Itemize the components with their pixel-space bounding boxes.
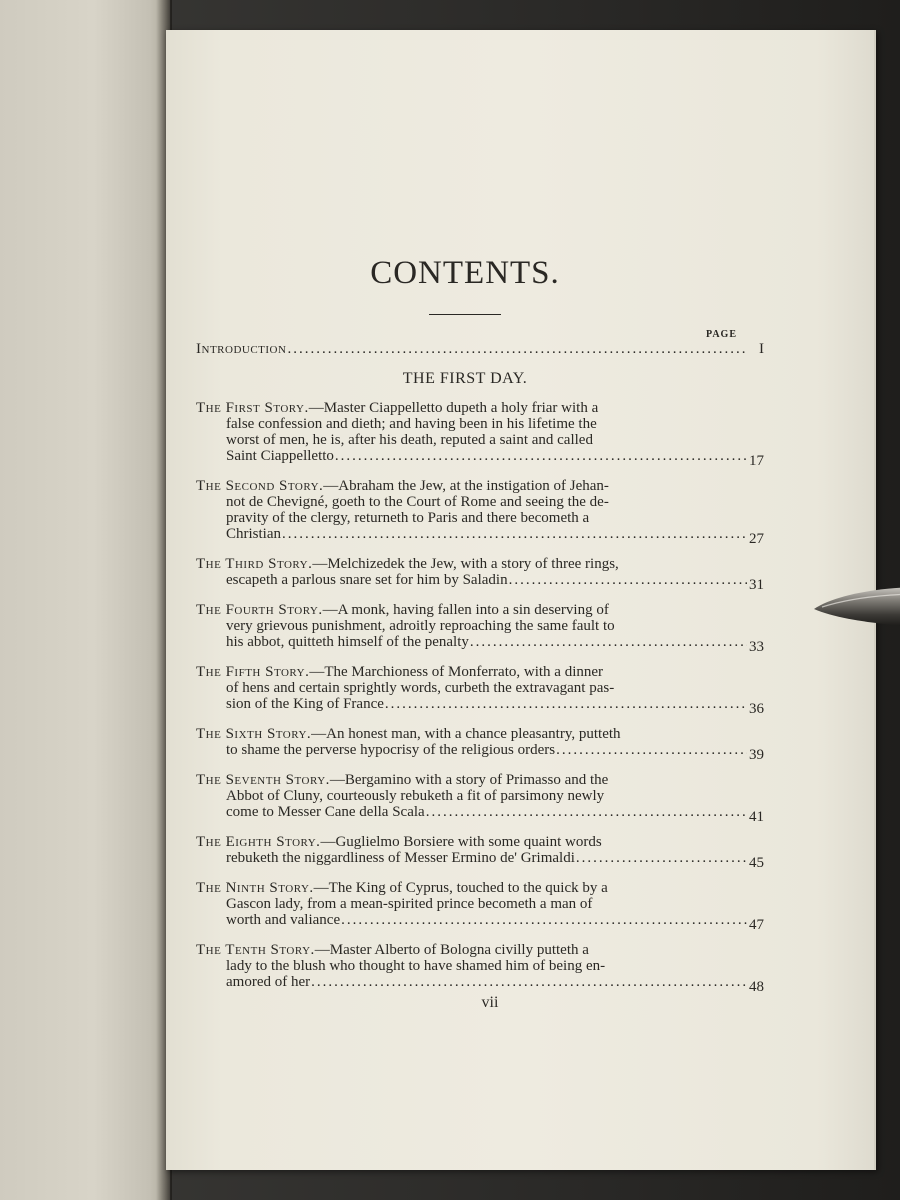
story-entry [196, 880, 764, 933]
story-text: —Abraham the Jew, at the instigation of Jehan- [323, 478, 609, 494]
dot-leader [287, 341, 745, 357]
page-number: 36 [749, 701, 764, 717]
story-line [196, 958, 734, 974]
story-text: lady to the blush who thought to have shamed him of being en- [226, 958, 606, 974]
story-line [196, 618, 734, 634]
story-text: false confession and dieth; and having been in his lifetime the [226, 416, 597, 432]
story-line [196, 788, 734, 804]
page-number: 41 [749, 809, 764, 825]
story-text: worth and valiance [226, 912, 341, 928]
story-text: —The Marchioness of Monferrato, with a dinner [309, 664, 604, 680]
story-text: his abbot, quitteth himself of the penalty [226, 634, 469, 650]
page-column-label: PAGE [705, 329, 737, 340]
story-last-line [196, 526, 764, 547]
dot-leader [335, 448, 747, 464]
page-number: 17 [749, 453, 764, 469]
story-last-line [196, 912, 764, 933]
story-text: rebuketh the niggardliness of Messer Ermino de' Grimaldi [226, 850, 575, 866]
story-line [196, 478, 734, 494]
story-text: worst of men, he is, after his death, reputed a saint and called [226, 432, 593, 448]
story-text: escapeth a parlous snare set for him by Saladin [226, 572, 508, 588]
story-label: The Fourth Story. [196, 602, 323, 618]
story-text: —Master Ciappelletto dupeth a holy friar with a [308, 400, 599, 416]
page-number: 39 [749, 747, 764, 763]
page-number: 33 [749, 639, 764, 655]
story-text: come to Messer Cane della Scala [226, 804, 425, 820]
story-text: —Bergamino with a story of Primasso and the [329, 772, 609, 788]
story-line [196, 942, 734, 958]
story-entry [196, 726, 764, 763]
story-entry [196, 942, 764, 995]
story-line [196, 726, 734, 742]
dot-leader [576, 850, 747, 866]
story-entry [196, 478, 764, 547]
story-label: The Tenth Story. [196, 942, 315, 958]
story-label: The Third Story. [196, 556, 313, 572]
dot-leader [282, 526, 746, 542]
story-line [196, 880, 734, 896]
left-blank-page [0, 0, 170, 1200]
story-line [196, 772, 734, 788]
page-number: 31 [749, 577, 764, 593]
story-last-line [196, 850, 764, 871]
folio-number: vii [481, 994, 499, 1011]
story-label: The First Story. [196, 400, 309, 416]
story-line [196, 556, 734, 572]
contents-page [166, 30, 876, 1170]
story-text: Gascon lady, from a mean-spirited prince becometh a man of [226, 896, 593, 912]
story-text: —Melchizedek the Jew, with a story of three rings, [312, 556, 619, 572]
story-last-line [196, 448, 764, 469]
story-label: The Sixth Story. [196, 726, 312, 742]
story-line [196, 602, 734, 618]
dot-leader [509, 572, 747, 588]
dot-leader [556, 742, 747, 758]
story-line [196, 510, 734, 526]
story-last-line [196, 742, 764, 763]
story-line [196, 494, 734, 510]
story-text: Saint Ciappelletto [226, 448, 334, 464]
story-last-line [196, 974, 764, 995]
story-text: Abbot of Cluny, courteously rebuketh a fit of parsimony newly [226, 788, 605, 804]
page-title: CONTENTS. [370, 255, 560, 291]
story-entry [196, 602, 764, 655]
story-line [196, 834, 734, 850]
story-text: to shame the perverse hypocrisy of the religious orders [226, 742, 556, 758]
story-text: Christian [226, 526, 281, 542]
story-last-line [196, 572, 764, 593]
page-number: 45 [749, 855, 764, 871]
story-last-line [196, 804, 764, 825]
story-text: of hens and certain sprightly words, curbeth the extravagant pas- [226, 680, 615, 696]
story-line [196, 432, 734, 448]
story-entry [196, 556, 764, 593]
dot-leader [470, 634, 747, 650]
story-line [196, 400, 734, 416]
contents-text-block [196, 255, 764, 1012]
page-number: 48 [749, 979, 764, 995]
story-text: amored of her [226, 974, 311, 990]
dot-leader [311, 974, 747, 990]
story-line [196, 416, 734, 432]
story-label: The Eighth Story. [196, 834, 321, 850]
story-label: The Second Story. [196, 478, 324, 494]
pen-pointer [812, 583, 900, 633]
story-label: The Fifth Story. [196, 664, 310, 680]
story-text: not de Chevigné, goeth to the Court of Rome and seeing the de- [226, 494, 609, 510]
story-entry [196, 772, 764, 825]
story-text: pravity of the clergy, returneth to Paris and there becometh a [226, 510, 590, 526]
story-line [196, 680, 734, 696]
story-text: —The King of Cyprus, touched to the quick by a [313, 880, 608, 896]
story-last-line [196, 696, 764, 717]
story-entry [196, 664, 764, 717]
story-text: sion of the King of France [226, 696, 384, 712]
story-text: —An honest man, with a chance pleasantry, putteth [311, 726, 621, 742]
story-text: —Master Alberto of Bologna civilly putteth a [314, 942, 589, 958]
story-label: The Seventh Story. [196, 772, 330, 788]
story-line [196, 664, 734, 680]
page-number: I [759, 341, 764, 357]
introduction-label: Introduction [196, 341, 287, 357]
story-last-line [196, 634, 764, 655]
dot-leader [385, 696, 747, 712]
story-text: —Guglielmo Borsiere with some quaint words [320, 834, 602, 850]
story-text: —A monk, having fallen into a sin deserving of [322, 602, 609, 618]
introduction-entry [196, 341, 764, 357]
story-list [196, 400, 764, 995]
dot-leader [341, 912, 747, 928]
page-number: 27 [749, 531, 764, 547]
story-label: The Ninth Story. [196, 880, 314, 896]
story-entry [196, 400, 764, 469]
story-entry [196, 834, 764, 871]
page-number: 47 [749, 917, 764, 933]
story-text: very grievous punishment, adroitly reproaching the same fault to [226, 618, 615, 634]
story-line [196, 896, 734, 912]
title-rule [429, 314, 501, 315]
day-heading: THE FIRST DAY. [402, 370, 528, 387]
dot-leader [426, 804, 747, 820]
